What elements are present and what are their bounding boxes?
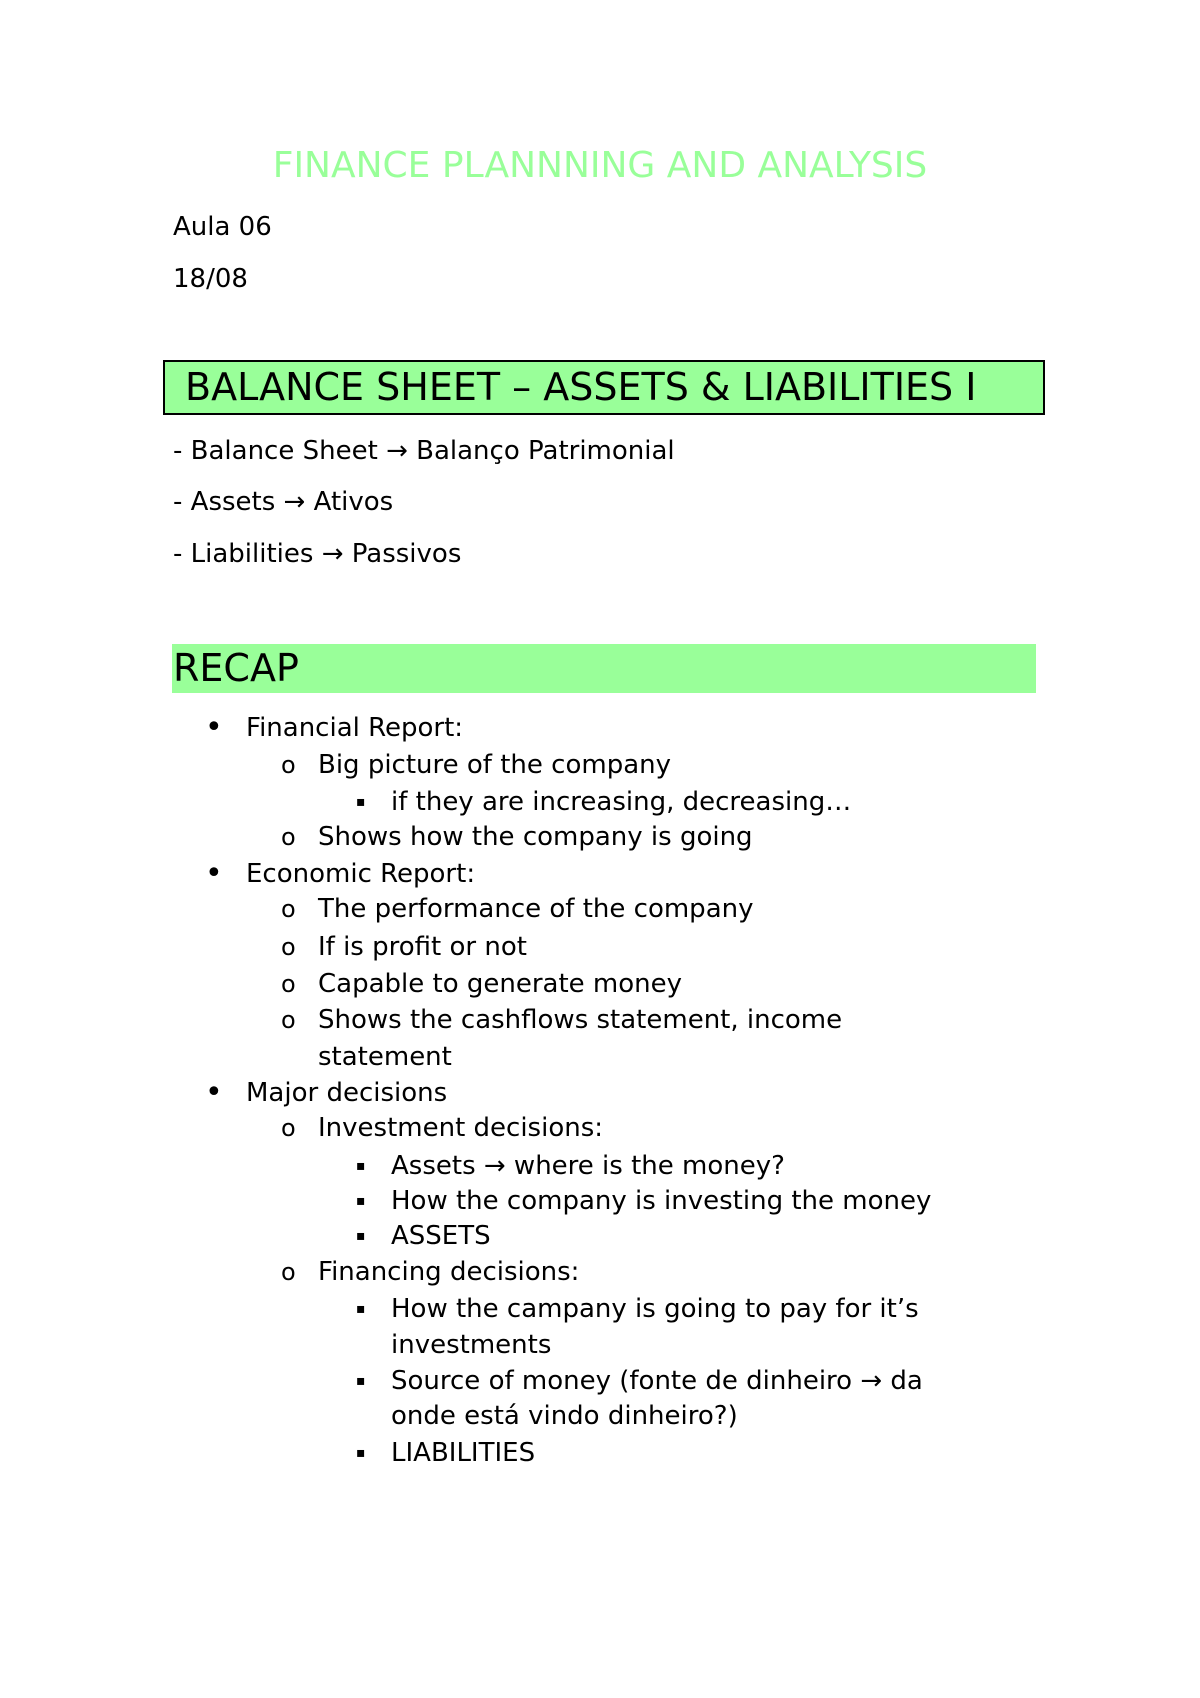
term: Balance Sheet (190, 436, 378, 466)
translation: Passivos (351, 539, 462, 569)
translation: Ativos (313, 487, 394, 517)
translation: Balanço Patrimonial (416, 436, 675, 466)
list-item-text: Source of money (fonte de dinheiro → da (391, 1366, 923, 1396)
bullet-circle-icon: o (281, 933, 296, 961)
definition-assets (173, 486, 393, 518)
list-item-text: Big picture of the company (318, 750, 671, 780)
arrow-right-icon: → (321, 539, 344, 569)
class-label: Aula 06 (173, 212, 272, 242)
dash: - (173, 487, 191, 517)
list-item-text: Investment decisions: (318, 1113, 604, 1143)
list-item-text: The performance of the company (318, 894, 754, 924)
list-item-text: LIABILITIES (391, 1438, 536, 1468)
class-date: 18/08 (173, 264, 248, 294)
list-item-text: Shows how the company is going (318, 822, 753, 852)
arrow-right-icon: → (283, 487, 306, 517)
bullet-circle-icon: o (281, 970, 296, 998)
recap-heading: RECAP (172, 644, 1036, 693)
bullet-circle-icon: o (281, 823, 296, 851)
bullet-circle-icon: o (281, 1006, 296, 1034)
bullet-disc-icon: • (205, 856, 223, 891)
list-item-text: Economic Report: (246, 859, 476, 889)
bullet-circle-icon: o (281, 895, 296, 923)
bullet-square-icon: ▪ (356, 794, 366, 810)
list-item-text: Financial Report: (246, 713, 464, 743)
balance-sheet-heading: BALANCE SHEET – ASSETS & LIABILITIES I (163, 360, 1045, 415)
list-item-text: onde está vindo dinheiro?) (391, 1401, 738, 1431)
list-item-text: investments (391, 1330, 552, 1360)
dash: - (173, 539, 191, 569)
list-item-text: Capable to generate money (318, 969, 683, 999)
list-item-text: ASSETS (391, 1221, 491, 1251)
bullet-circle-icon: o (281, 1114, 296, 1142)
bullet-square-icon: ▪ (356, 1158, 366, 1174)
list-item-text: Financing decisions: (318, 1257, 580, 1287)
bullet-square-icon: ▪ (356, 1228, 366, 1244)
term: Assets (190, 487, 276, 517)
term: Liabilities (190, 539, 314, 569)
list-item-text: Major decisions (246, 1078, 448, 1108)
bullet-square-icon: ▪ (356, 1373, 366, 1389)
list-item-text: How the campany is going to pay for it’s (391, 1294, 919, 1324)
list-item-text: If is profit or not (318, 932, 527, 962)
list-item-text: statement (318, 1042, 452, 1072)
bullet-square-icon: ▪ (356, 1301, 366, 1317)
list-item-text: Shows the cashflows statement, income (318, 1005, 843, 1035)
definition-liabilities (173, 538, 461, 570)
list-item-text: if they are increasing, decreasing… (391, 787, 852, 817)
bullet-disc-icon: • (205, 710, 223, 745)
bullet-circle-icon: o (281, 1258, 296, 1286)
list-item-text: Assets → where is the money? (391, 1151, 785, 1181)
arrow-right-icon: → (386, 436, 408, 466)
list-item-text: How the company is investing the money (391, 1186, 932, 1216)
definition-balance-sheet (173, 435, 675, 467)
bullet-square-icon: ▪ (356, 1193, 366, 1209)
bullet-circle-icon: o (281, 751, 296, 779)
bullet-disc-icon: • (205, 1075, 223, 1110)
document-title: FINANCE PLANNNING AND ANALYSIS (272, 145, 928, 186)
bullet-square-icon: ▪ (356, 1445, 366, 1461)
dash: - (173, 436, 191, 466)
